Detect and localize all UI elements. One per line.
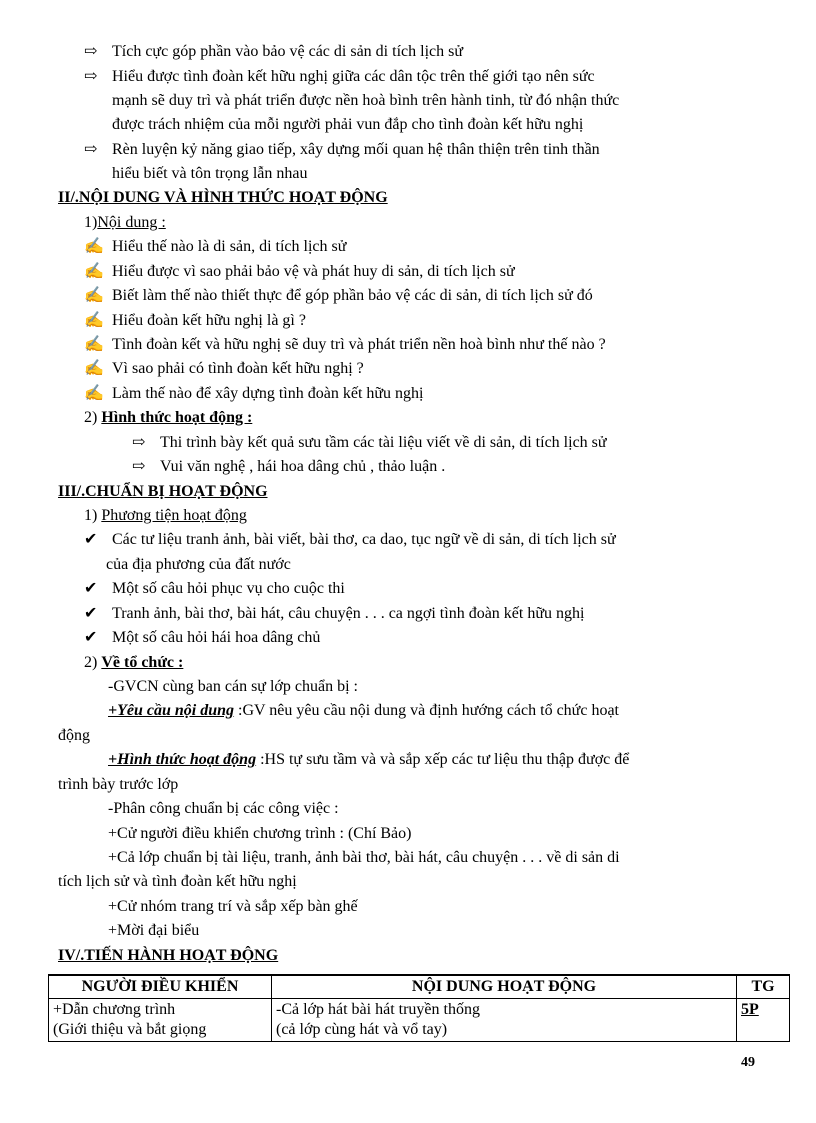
cell-time: 5P <box>737 999 790 1042</box>
right-arrow-icon: ⇨ <box>132 434 146 451</box>
subsection-heading: 2) Về tổ chức : <box>84 654 184 671</box>
org-form-cont: trình bày trước lớp <box>58 776 179 793</box>
right-arrow-icon: ⇨ <box>84 43 98 60</box>
content-item: ✍ Vì sao phải có tình đoàn kết hữu nghị ? <box>84 360 364 377</box>
means-item: ✔ Một số câu hỏi hái hoa dâng chủ <box>84 629 321 646</box>
col-header-host: NGƯỜI ĐIỀU KHIỂN <box>49 975 272 999</box>
means-item: ✔ Các tư liệu tranh ảnh, bài viết, bài thơ, ca dao, tục ngữ về di sản, di tích lịch sử <box>84 531 616 548</box>
org-line: -GVCN cùng ban cán sự lớp chuẩn bị : <box>108 678 358 695</box>
org-requirement: +Yêu cầu nội dung :GV nêu yêu cầu nội dung và định hướng cách tổ chức hoạt <box>108 702 619 719</box>
org-line: +Mời đại biểu <box>108 922 200 939</box>
check-mark-icon: ✔ <box>84 629 98 646</box>
section-heading: II/.NỘI DUNG VÀ HÌNH THỨC HOẠT ĐỘNG <box>58 189 388 206</box>
right-arrow-icon: ⇨ <box>84 141 98 158</box>
means-item: ✔ Tranh ảnh, bài thơ, bài hát, câu chuyện . . . ca ngợi tình đoàn kết hữu nghị <box>84 605 585 622</box>
writing-hand-icon: ✍ <box>84 336 104 353</box>
org-line: +Cử người điều khiển chương trình : (Chí Bảo) <box>108 825 412 842</box>
writing-hand-icon: ✍ <box>84 238 104 255</box>
writing-hand-icon: ✍ <box>84 385 104 402</box>
cell-content: -Cả lớp hát bài hát truyền thống (cả lớp cùng hát và vổ tay) <box>272 999 737 1042</box>
org-line: -Phân công chuẩn bị các công việc : <box>108 800 339 817</box>
content-item: ✍ Hiểu đoàn kết hữu nghị là gì ? <box>84 312 306 329</box>
subsection-heading: 1) Phương tiện hoạt động <box>84 507 247 524</box>
content-item: ✍ Hiểu được vì sao phải bảo vệ và phát huy di sản, di tích lịch sử <box>84 263 515 280</box>
writing-hand-icon: ✍ <box>84 360 104 377</box>
objective-item: ⇨ Hiểu được tình đoàn kết hữu nghị giữa các dân tộc trên thế giới tạo nên sức <box>84 68 595 85</box>
org-form: +Hình thức hoạt động :HS tự sưu tầm và và sắp xếp các tư liệu thu thập được để <box>108 751 630 768</box>
activity-table <box>48 974 790 1042</box>
table-header-row <box>49 975 790 999</box>
form-item: ⇨ Thi trình bày kết quả sưu tầm các tài liệu viết về di sản, di tích lịch sử <box>132 434 607 451</box>
check-mark-icon: ✔ <box>84 580 98 597</box>
org-requirement-cont: động <box>58 727 90 744</box>
org-line: +Cả lớp chuẩn bị tài liệu, tranh, ảnh bài thơ, bài hát, câu chuyện . . . về di sản di <box>108 849 620 866</box>
subsection-heading: 1)Nội dung : <box>84 214 166 231</box>
means-item: ✔ Một số câu hỏi phục vụ cho cuộc thi <box>84 580 345 597</box>
cell-host: +Dẫn chương trình (Giới thiệu và bắt giọng <box>49 999 272 1042</box>
col-header-time: TG <box>737 975 790 999</box>
objective-item: ⇨ Tích cực góp phần vào bảo vệ các di sản di tích lịch sử <box>84 43 464 60</box>
org-line: +Cử nhóm trang trí và sắp xếp bàn ghế <box>108 898 358 915</box>
objective-item-cont: hiểu biết và tôn trọng lẫn nhau <box>112 165 308 182</box>
writing-hand-icon: ✍ <box>84 263 104 280</box>
right-arrow-icon: ⇨ <box>84 68 98 85</box>
objective-item-cont: mạnh sẽ duy trì và phát triển được nền hoà bình trên hành tinh, từ đó nhận thức <box>112 92 620 109</box>
table-row <box>49 999 790 1042</box>
check-mark-icon: ✔ <box>84 605 98 622</box>
subsection-heading: 2) Hình thức hoạt động : <box>84 409 253 426</box>
col-header-content: NỘI DUNG HOẠT ĐỘNG <box>272 975 737 999</box>
org-line-cont: tích lịch sử và tình đoàn kết hữu nghị <box>58 873 297 890</box>
writing-hand-icon: ✍ <box>84 287 104 304</box>
objective-item-cont: được trách nhiệm của mỗi người phải vun đắp cho tình đoàn kết hữu nghị <box>112 116 584 133</box>
means-item-cont: của địa phương của đất nước <box>106 556 291 573</box>
objective-item: ⇨ Rèn luyện kỷ năng giao tiếp, xây dựng mối quan hệ thân thiện trên tinh thần <box>84 141 600 158</box>
check-mark-icon: ✔ <box>84 531 98 548</box>
content-item: ✍ Tình đoàn kết và hữu nghị sẽ duy trì và phát triển nền hoà bình như thế nào ? <box>84 336 606 353</box>
form-item: ⇨ Vui văn nghệ , hái hoa dâng chủ , thảo luận . <box>132 458 446 475</box>
content-item: ✍ Biết làm thế nào thiết thực để góp phần bảo vệ các di sản, di tích lịch sử đó <box>84 287 593 304</box>
right-arrow-icon: ⇨ <box>132 458 146 475</box>
content-item: ✍ Làm thế nào để xây dựng tình đoàn kết hữu nghị <box>84 385 424 402</box>
writing-hand-icon: ✍ <box>84 312 104 329</box>
section-heading: III/.CHUẨN BỊ HOẠT ĐỘNG <box>58 483 268 500</box>
section-heading: IV/.TIẾN HÀNH HOẠT ĐỘNG <box>58 947 279 964</box>
content-item: ✍ Hiểu thế nào là di sản, di tích lịch sử <box>84 238 347 255</box>
page-number: 49 <box>741 1055 755 1070</box>
